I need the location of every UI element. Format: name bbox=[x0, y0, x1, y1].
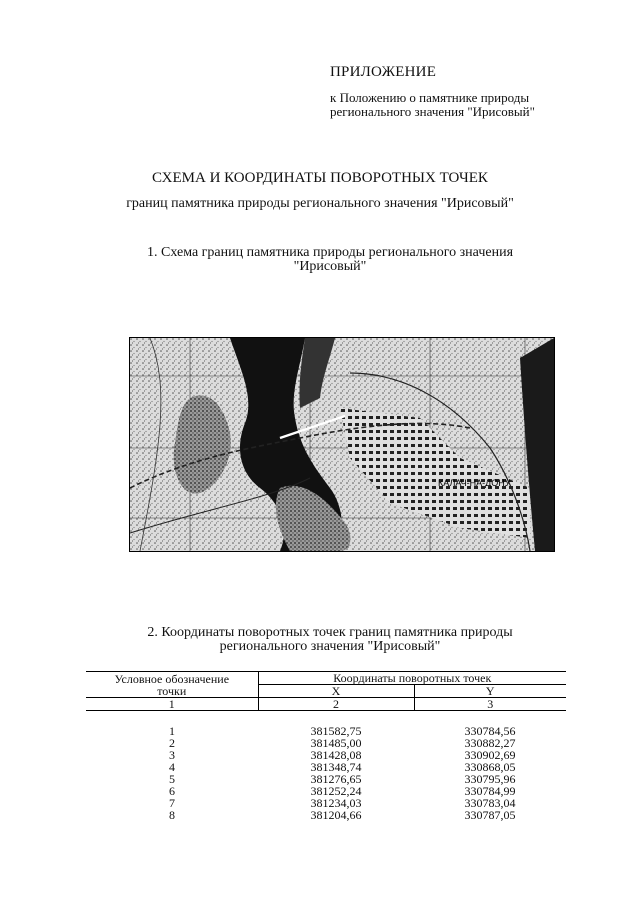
point-cell: 2 bbox=[169, 736, 175, 750]
appendix-line-1: к Положению о памятнике природы bbox=[330, 90, 530, 105]
header-point-designation bbox=[86, 672, 258, 698]
x-cell: 381485,00 bbox=[310, 736, 362, 750]
header-coordinates: Координаты поворотных точек bbox=[258, 672, 566, 685]
y-cell: 330902,69 bbox=[464, 748, 516, 762]
point-cell: 4 bbox=[169, 760, 175, 774]
x-cell: 381276,65 bbox=[310, 772, 362, 786]
x-cell: 381582,75 bbox=[310, 724, 362, 738]
y-cell: 330784,56 bbox=[464, 724, 516, 738]
section-1-line-2: "Ирисовый" bbox=[293, 259, 367, 274]
section-2-line-2: регионального значения "Ирисовый" bbox=[219, 639, 441, 654]
x-cell: 381234,03 bbox=[310, 796, 362, 810]
column-number-3: 3 bbox=[414, 698, 566, 711]
column-number-2: 2 bbox=[258, 698, 414, 711]
appendix-title: ПРИЛОЖЕНИЕ bbox=[330, 64, 437, 80]
point-cell: 1 bbox=[169, 724, 175, 738]
point-cell: 8 bbox=[169, 808, 175, 822]
document-subtitle: границ памятника природы регионального значения "Ирисовый" bbox=[126, 196, 514, 211]
header-point-line-1: Условное обозначение bbox=[114, 671, 230, 686]
x-cell: 381252,24 bbox=[310, 784, 362, 798]
appendix-line-2: регионального значения "Ирисовый" bbox=[330, 104, 535, 119]
y-cell: 330787,05 bbox=[464, 808, 516, 822]
section-2-heading bbox=[100, 626, 560, 654]
header-y: Y bbox=[414, 685, 566, 698]
point-cell: 6 bbox=[169, 784, 175, 798]
point-cell: 3 bbox=[169, 748, 175, 762]
y-cell: 330795,96 bbox=[464, 772, 516, 786]
appendix-reference bbox=[330, 91, 590, 119]
document-title: СХЕМА И КООРДИНАТЫ ПОВОРОТНЫХ ТОЧЕК bbox=[152, 170, 488, 186]
map-image bbox=[130, 338, 554, 551]
y-cell: 330783,04 bbox=[464, 796, 516, 810]
coordinates-table bbox=[86, 671, 566, 821]
y-cell: 330784,99 bbox=[464, 784, 516, 798]
x-cell: 381428,08 bbox=[310, 748, 362, 762]
point-cell: 7 bbox=[169, 796, 175, 810]
section-2-line-1: 2. Координаты поворотных точек границ памятника природы bbox=[147, 625, 513, 640]
map-label-kalach: КАЛАЧ-НА-ДОНУ bbox=[438, 478, 511, 488]
section-1-heading bbox=[100, 246, 560, 274]
header-point-line-2: точки bbox=[157, 683, 187, 698]
x-cell: 381204,66 bbox=[310, 808, 362, 822]
section-1-line-1: 1. Схема границ памятника природы регионального значения bbox=[146, 245, 514, 260]
y-cell: 330868,05 bbox=[464, 760, 516, 774]
point-cell: 5 bbox=[169, 772, 175, 786]
table-row bbox=[86, 809, 566, 821]
y-cell: 330882,27 bbox=[464, 736, 516, 750]
x-cell: 381348,74 bbox=[310, 760, 362, 774]
header-x: X bbox=[258, 685, 414, 698]
boundary-map bbox=[129, 337, 555, 552]
column-number-1: 1 bbox=[86, 698, 258, 711]
coordinates-rows bbox=[86, 725, 566, 821]
